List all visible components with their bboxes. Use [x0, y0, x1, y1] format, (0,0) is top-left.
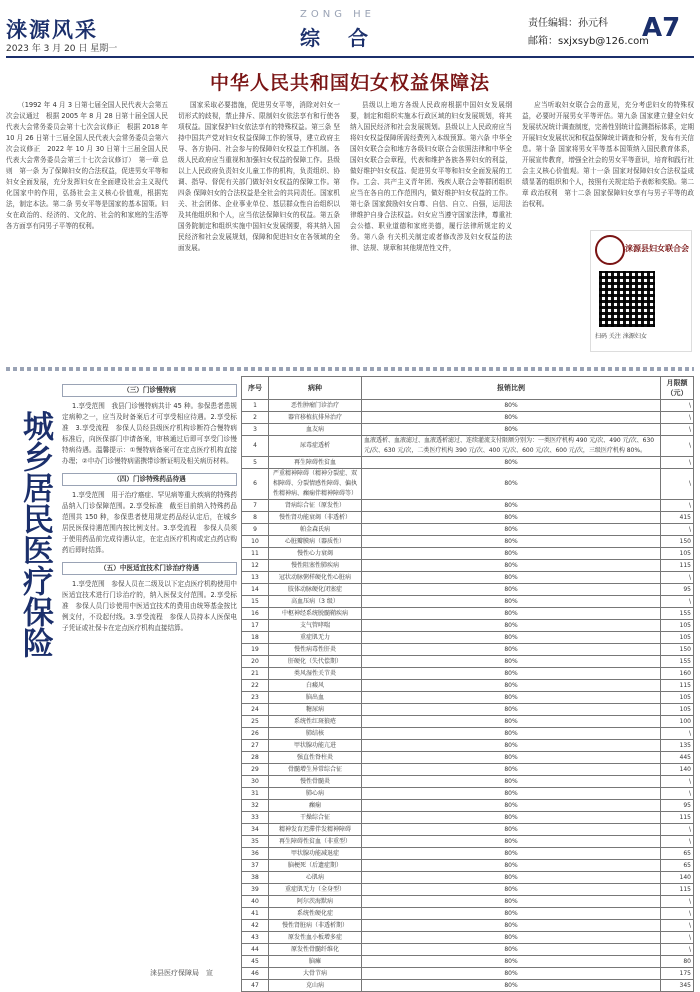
monthly-limit: 150: [661, 536, 694, 548]
table-row: [242, 400, 694, 412]
monthly-limit: 105: [661, 548, 694, 560]
table-row: [242, 424, 694, 436]
reimbursement-ratio: 80%: [362, 620, 661, 632]
disease-name: 类风湿性关节炎: [269, 668, 362, 680]
row-number: 26: [242, 728, 269, 740]
table-row: [242, 800, 694, 812]
row-number: 11: [242, 548, 269, 560]
row-number: 19: [242, 644, 269, 656]
section-text: 1.享受范围 用于治疗癌症、罕见病等重大疾病的特殊药品纳入门诊保障范围。2.享受标准 截至目前纳入特殊药品范围共 150 种，参保患者使用规定药品经认定后，在城乡居民医保待遇范围内按比例支付。3.享受流程 参保人员须于使用药品前完成待遇认定，在定点医疗机构或定点药店购药后即时结算。: [62, 491, 237, 554]
row-number: 4: [242, 436, 269, 457]
reimbursement-ratio: 80%: [362, 944, 661, 956]
section-text: 1.享受范围 我县门诊慢特病共计 45 种。参保患者患规定病种之一，应当及时备案后才可享受相应待遇。2.享受标准 3.享受流程 参保人员经县级医疗机构诊断符合慢特病标准后，向医保部门申请备案，审核通过后即可享受门诊慢特病待遇。温馨提示：①慢特病备案可在定点医疗机构直接办理；②申办门诊慢特病需携带诊断证明及相关病历材料。: [62, 402, 237, 465]
row-number: 27: [242, 740, 269, 752]
editor-email: 邮箱：sxjxsyb@126.com: [528, 36, 649, 47]
monthly-limit: \: [661, 932, 694, 944]
section-english: ZONG HE: [300, 9, 375, 20]
row-number: 41: [242, 908, 269, 920]
disease-name: 糖尿病: [269, 704, 362, 716]
row-number: 31: [242, 788, 269, 800]
disease-name: 原发性骨髓纤维化: [269, 944, 362, 956]
reimbursement-ratio: 80%: [362, 872, 661, 884]
monthly-limit: 105: [661, 692, 694, 704]
disease-name: 强直性脊柱炎: [269, 752, 362, 764]
table-row: [242, 560, 694, 572]
qr-caption: 扫码 关注 涞源妇女: [595, 333, 647, 340]
page-header: [0, 0, 700, 60]
row-number: 24: [242, 704, 269, 716]
row-number: 22: [242, 680, 269, 692]
disease-name: 严重精神障碍（精神分裂症、双相障碍、分裂情感性障碍、偏执性精神病、癫痫伴精神障碍等）: [269, 469, 362, 500]
monthly-limit: 415: [661, 512, 694, 524]
row-number: 14: [242, 584, 269, 596]
disease-name: 再生障碍性贫血: [269, 457, 362, 469]
reimbursement-ratio: 80%: [362, 788, 661, 800]
monthly-limit: \: [661, 412, 694, 424]
disease-name: 再生障碍性贫血（非重型）: [269, 836, 362, 848]
insurance-text-column: [62, 378, 237, 968]
disease-name: 肺心病: [269, 788, 362, 800]
disease-name: 肢体动脉硬化闭塞症: [269, 584, 362, 596]
reimbursement-ratio: 80%: [362, 584, 661, 596]
disease-name: 克山病: [269, 980, 362, 992]
table-row: [242, 968, 694, 980]
monthly-limit: \: [661, 572, 694, 584]
table-row: [242, 584, 694, 596]
disease-name: 癫痫: [269, 800, 362, 812]
table-row: [242, 656, 694, 668]
table-row: [242, 728, 694, 740]
row-number: 15: [242, 596, 269, 608]
header-divider: [6, 56, 694, 58]
table-row: [242, 412, 694, 424]
disease-name: 高血压病（3 级）: [269, 596, 362, 608]
reimbursement-ratio: 80%: [362, 668, 661, 680]
reimbursement-ratio: 80%: [362, 776, 661, 788]
table-row: [242, 764, 694, 776]
table-row: [242, 608, 694, 620]
disease-name: 大骨节病: [269, 968, 362, 980]
row-number: 34: [242, 824, 269, 836]
monthly-limit: 155: [661, 608, 694, 620]
disease-name: 系统性红斑狼疮: [269, 716, 362, 728]
monthly-limit: \: [661, 436, 694, 457]
reimbursement-ratio: 80%: [362, 596, 661, 608]
reimbursement-ratio: 血液透析、血液滤过、血液透析滤过、连续灌流支付限额分别为：一类医疗机构 490 元/次、490 元/次、630 元/次、630 元/次，二类医疗机构 390 元/次、400 元/次、600 元/次、600 元/次，三级医疗机构 80%。: [362, 436, 661, 457]
monthly-limit: 155: [661, 656, 694, 668]
section-heading: （三）门诊慢特病: [62, 384, 237, 397]
monthly-limit: \: [661, 824, 694, 836]
table-row: [242, 596, 694, 608]
disease-name: 干燥综合征: [269, 812, 362, 824]
womens-federation-badge: [590, 230, 692, 352]
reimbursement-ratio: 80%: [362, 860, 661, 872]
reimbursement-ratio: 80%: [362, 896, 661, 908]
monthly-limit: \: [661, 896, 694, 908]
row-number: 44: [242, 944, 269, 956]
table-row: [242, 896, 694, 908]
table-row: [242, 620, 694, 632]
monthly-limit: \: [661, 469, 694, 500]
qr-code-icon[interactable]: [599, 271, 655, 327]
reimbursement-ratio: 80%: [362, 560, 661, 572]
reimbursement-ratio: 80%: [362, 908, 661, 920]
monthly-limit: 115: [661, 560, 694, 572]
table-row: [242, 980, 694, 992]
disease-name: 慢性阻塞性肺疾病: [269, 560, 362, 572]
reimbursement-ratio: 80%: [362, 400, 661, 412]
table-row: [242, 884, 694, 896]
disease-name: 原发性血小板增多症: [269, 932, 362, 944]
row-number: 12: [242, 560, 269, 572]
reimbursement-ratio: 80%: [362, 884, 661, 896]
row-number: 45: [242, 956, 269, 968]
disease-name: 慢性肾脏病（非透析期）: [269, 920, 362, 932]
row-number: 32: [242, 800, 269, 812]
reimbursement-ratio: 80%: [362, 424, 661, 436]
table-row: [242, 524, 694, 536]
reimbursement-ratio: 80%: [362, 824, 661, 836]
article-column-2: 国家采取必要措施，促进男女平等，消除对妇女一切形式的歧视，禁止排斥、限制妇女依法享有和行使各项权益。国家保护妇女依法享有的特殊权益。第三条 坚持中国共产党对妇女权益保障工作的领导，建立政府主导、各方协同、社会参与的保障妇女权益工作机制。各级人民政府应当重视和加强妇女权益的保障工作。县级以上人民政府负责妇女儿童工作的机构，负责组织、协调、指导、督促有关部门做好妇女权益的保障工作。第四条 保障妇女的合法权益是全社会的共同责任。国家机关、社会团体、企业事业单位、基层群众性自治组织以及其他组织和个人，应当依法保障妇女的权益。第五条 国务院制定和组织实施中国妇女发展纲要，将其纳入国民经济和社会发展规划，保障和促进妇女在各领域的全面发展。: [178, 101, 340, 252]
reimbursement-ratio: 80%: [362, 632, 661, 644]
monthly-limit: \: [661, 788, 694, 800]
reimbursement-ratio: 80%: [362, 848, 661, 860]
column-header: 序号: [242, 377, 269, 400]
section-divider: [6, 367, 694, 371]
article-column-1: （1992 年 4 月 3 日第七届全国人民代表大会第五次会议通过 根据 2005 年 8 月 28 日第十届全国人民代表大会常务委员会第十七次会议修正 根据 2018 年 10 月 26 日第十三届全国人民代表大会常务委员会第六次会议修正 2022 年 10 月 30 日第十三届全国人民代表大会常务委员会第三十七次会议修订） 第一章 总则 第一条 为了保障妇女的合法权益，促进男女平等和妇女全面发展，充分发挥妇女在全面建设社会主义现代化国家中的作用，弘扬社会主义核心价值观，根据宪法，制定本法。第二条 男女平等是国家的基本国策。妇女在政治的、经济的、文化的、社会的和家庭的生活等各方面享有同男子平等的权利。: [6, 101, 168, 230]
disease-name: 心脏瓣膜病（器质性）: [269, 536, 362, 548]
footer-credit: 涞县医疗保障局 宣: [150, 969, 213, 977]
monthly-limit: 345: [661, 980, 694, 992]
monthly-limit: \: [661, 836, 694, 848]
table-row: [242, 932, 694, 944]
row-number: 2: [242, 412, 269, 424]
disease-name: 系统性硬化症: [269, 908, 362, 920]
reimbursement-ratio: 80%: [362, 980, 661, 992]
reimbursement-ratio: 80%: [362, 680, 661, 692]
disease-name: 血友病: [269, 424, 362, 436]
table-row: [242, 512, 694, 524]
section-title: 综合: [300, 26, 396, 50]
reimbursement-ratio: 80%: [362, 412, 661, 424]
reimbursement-ratio: 80%: [362, 968, 661, 980]
row-number: 8: [242, 512, 269, 524]
monthly-limit: 95: [661, 800, 694, 812]
reimbursement-ratio: 80%: [362, 524, 661, 536]
reimbursement-ratio: 80%: [362, 469, 661, 500]
monthly-limit: 160: [661, 668, 694, 680]
disease-name: 脑梗死（后遗症期）: [269, 860, 362, 872]
table-row: [242, 457, 694, 469]
table-row: [242, 436, 694, 457]
row-number: 16: [242, 608, 269, 620]
table-row: [242, 956, 694, 968]
row-number: 47: [242, 980, 269, 992]
disease-name: 心肌病: [269, 872, 362, 884]
law-title: 中华人民共和国妇女权益保障法: [209, 72, 490, 94]
disease-name: 恶性肿瘤门诊治疗: [269, 400, 362, 412]
disease-name: 重症肌无力（全身型）: [269, 884, 362, 896]
table-row: [242, 752, 694, 764]
monthly-limit: 175: [661, 968, 694, 980]
reimbursement-ratio: 80%: [362, 572, 661, 584]
table-row: [242, 788, 694, 800]
monthly-limit: 140: [661, 764, 694, 776]
monthly-limit: 115: [661, 884, 694, 896]
row-number: 13: [242, 572, 269, 584]
monthly-limit: \: [661, 944, 694, 956]
monthly-limit: 65: [661, 860, 694, 872]
disease-name: 慢性心力衰竭: [269, 548, 362, 560]
row-number: 43: [242, 932, 269, 944]
disease-name: 慢性骨髓炎: [269, 776, 362, 788]
disease-name: 重症肌无力: [269, 632, 362, 644]
table-row: [242, 632, 694, 644]
article-column-3: 县级以上地方各级人民政府根据中国妇女发展纲要，制定和组织实施本行政区域的妇女发展规划，将其纳入国民经济和社会发展规划。县级以上人民政府应当将妇女权益保障所需经费列入本级预算。第六条 中华全国妇女联合会和地方各级妇女联合会依照法律和中华全国妇女联合会章程，代表和维护各族各界妇女的利益，做好维护妇女权益、促进男女平等和妇女全面发展的工作。工会、共产主义青年团、残疾人联合会等群团组织应当在各自的工作范围内，做好维护妇女权益的工作。第七条 国家鼓励妇女自尊、自信、自立、自强，运用法律维护自身合法权益。妇女应当遵守国家法律，尊重社会公德、职业道德和家庭美德，履行法律所规定的义务。第八条 有关机关制定或者修改涉及妇女权益的法律、法规、规章和其他规范性文件，: [350, 101, 512, 252]
reimbursement-ratio: 80%: [362, 764, 661, 776]
row-number: 20: [242, 656, 269, 668]
table-row: [242, 860, 694, 872]
reimbursement-ratio: 80%: [362, 728, 661, 740]
monthly-limit: 95: [661, 584, 694, 596]
monthly-limit: \: [661, 776, 694, 788]
disease-name: 肝硬化（失代偿期）: [269, 656, 362, 668]
newspaper-brand: 涞源风采: [6, 17, 98, 42]
row-number: 6: [242, 469, 269, 500]
issue-date: 2023 年 3 月 20 日 星期一: [6, 44, 118, 54]
reimbursement-ratio: 80%: [362, 752, 661, 764]
monthly-limit: \: [661, 728, 694, 740]
row-number: 40: [242, 896, 269, 908]
row-number: 37: [242, 860, 269, 872]
row-number: 36: [242, 848, 269, 860]
reimbursement-ratio: 80%: [362, 608, 661, 620]
monthly-limit: \: [661, 500, 694, 512]
disease-name: 阿尔茨海默病: [269, 896, 362, 908]
row-number: 46: [242, 968, 269, 980]
reimbursement-ratio: 80%: [362, 512, 661, 524]
table-row: [242, 920, 694, 932]
disease-name: 甲状腺功能亢进: [269, 740, 362, 752]
disease-name: 慢性病毒性肝炎: [269, 644, 362, 656]
disease-name: 骨髓增生异常综合征: [269, 764, 362, 776]
row-number: 9: [242, 524, 269, 536]
monthly-limit: \: [661, 920, 694, 932]
reimbursement-ratio: 80%: [362, 956, 661, 968]
table-row: [242, 469, 694, 500]
monthly-limit: 140: [661, 872, 694, 884]
monthly-limit: \: [661, 596, 694, 608]
monthly-limit: 445: [661, 752, 694, 764]
insurance-side-title: 城乡居民医疗保险: [17, 410, 53, 658]
table-row: [242, 680, 694, 692]
reimbursement-ratio: 80%: [362, 457, 661, 469]
row-number: 7: [242, 500, 269, 512]
column-header: 月限额（元）: [661, 377, 694, 400]
row-number: 42: [242, 920, 269, 932]
disease-name: 精神发育迟滞伴发精神障碍: [269, 824, 362, 836]
table-row: [242, 716, 694, 728]
table-row: [242, 824, 694, 836]
reimbursement-ratio: 80%: [362, 692, 661, 704]
table-row: [242, 500, 694, 512]
column-header: 报销比例: [362, 377, 661, 400]
row-number: 39: [242, 884, 269, 896]
table-row: [242, 908, 694, 920]
disease-name: 慢性肾功能衰竭（非透析）: [269, 512, 362, 524]
monthly-limit: 105: [661, 704, 694, 716]
monthly-limit: 150: [661, 644, 694, 656]
row-number: 5: [242, 457, 269, 469]
row-number: 30: [242, 776, 269, 788]
disease-name: 冠状动脉粥样硬化性心脏病: [269, 572, 362, 584]
row-number: 17: [242, 620, 269, 632]
monthly-limit: 80: [661, 956, 694, 968]
disease-name: 支气管哮喘: [269, 620, 362, 632]
row-number: 1: [242, 400, 269, 412]
reimbursement-ratio: 80%: [362, 548, 661, 560]
reimbursement-ratio: 80%: [362, 836, 661, 848]
row-number: 38: [242, 872, 269, 884]
row-number: 25: [242, 716, 269, 728]
monthly-limit: \: [661, 400, 694, 412]
chronic-disease-table: [241, 376, 694, 992]
reimbursement-ratio: 80%: [362, 536, 661, 548]
row-number: 18: [242, 632, 269, 644]
disease-name: 帕金森氏病: [269, 524, 362, 536]
page-number: A7: [642, 13, 681, 43]
reimbursement-ratio: 80%: [362, 704, 661, 716]
table-row: [242, 704, 694, 716]
reimbursement-ratio: 80%: [362, 800, 661, 812]
table-row: [242, 740, 694, 752]
monthly-limit: 115: [661, 812, 694, 824]
row-number: 29: [242, 764, 269, 776]
monthly-limit: 135: [661, 740, 694, 752]
reimbursement-ratio: 80%: [362, 644, 661, 656]
federation-name: 涞源县妇女联合会: [625, 244, 689, 253]
monthly-limit: \: [661, 524, 694, 536]
monthly-limit: 65: [661, 848, 694, 860]
table-row: [242, 536, 694, 548]
reimbursement-ratio: 80%: [362, 812, 661, 824]
table-row: [242, 836, 694, 848]
table-row: [242, 692, 694, 704]
row-number: 23: [242, 692, 269, 704]
monthly-limit: 115: [661, 680, 694, 692]
table-row: [242, 548, 694, 560]
section-heading: （四）门诊特殊药品待遇: [62, 473, 237, 486]
reimbursement-ratio: 80%: [362, 716, 661, 728]
table-row: [242, 572, 694, 584]
disease-name: 肾病综合征（原发性）: [269, 500, 362, 512]
row-number: 35: [242, 836, 269, 848]
disease-name: 尿毒症透析: [269, 436, 362, 457]
table-row: [242, 776, 694, 788]
disease-name: 脑出血: [269, 692, 362, 704]
table-row: [242, 668, 694, 680]
disease-name: 脑瘫: [269, 956, 362, 968]
table-row: [242, 944, 694, 956]
monthly-limit: \: [661, 908, 694, 920]
reimbursement-ratio: 80%: [362, 656, 661, 668]
row-number: 10: [242, 536, 269, 548]
monthly-limit: 105: [661, 620, 694, 632]
row-number: 3: [242, 424, 269, 436]
section-heading: （五）中医适宜技术门诊治疗待遇: [62, 562, 237, 575]
disease-name: 白癜风: [269, 680, 362, 692]
disease-name: 甲状腺功能减退症: [269, 848, 362, 860]
row-number: 28: [242, 752, 269, 764]
section-text: 1.享受范围 参保人员在二级及以下定点医疗机构使用中医适宜技术进行门诊治疗的，纳入医保支付范围。2.享受标准 参保人员门诊使用中医适宜技术的费用由统筹基金按比例支付，不设起付线。3.享受流程 参保人员持本人医保电子凭证或社保卡在定点医疗机构直接结算。: [62, 580, 237, 632]
row-number: 33: [242, 812, 269, 824]
monthly-limit: \: [661, 457, 694, 469]
monthly-limit: 105: [661, 632, 694, 644]
row-number: 21: [242, 668, 269, 680]
table-row: [242, 812, 694, 824]
disease-name: 中枢神经系统脱髓鞘疾病: [269, 608, 362, 620]
table-row: [242, 644, 694, 656]
article-column-4: 应当听取妇女联合会的意见，充分考虑妇女的特殊权益，必要时开展男女平等评估。第九条 国家建立健全妇女发展状况统计调查制度，完善性别统计监测指标体系，定期开展妇女发展状况和权益保障统计调查和分析，发布有关信息。第十条 国家将男女平等基本国策纳入国民教育体系，开展宣传教育，增强全社会的男女平等意识，培育和践行社会主义核心价值观。第十一条 国家对保障妇女合法权益成绩显著的组织和个人，按照有关规定给予表彰和奖励。第二章 政治权利 第十二条 国家保障妇女享有与男子平等的政治权利。: [522, 101, 694, 208]
table-row: [242, 848, 694, 860]
reimbursement-ratio: 80%: [362, 500, 661, 512]
disease-name: 器官移植抗排异治疗: [269, 412, 362, 424]
disease-name: 肺结核: [269, 728, 362, 740]
reimbursement-ratio: 80%: [362, 920, 661, 932]
federation-logo-icon: [595, 235, 625, 265]
column-header: 病种: [269, 377, 362, 400]
table-row: [242, 872, 694, 884]
table-header-row: [242, 377, 694, 400]
editor-credit: 责任编辑：孙元科: [528, 18, 608, 29]
monthly-limit: 100: [661, 716, 694, 728]
reimbursement-ratio: 80%: [362, 740, 661, 752]
monthly-limit: \: [661, 424, 694, 436]
reimbursement-ratio: 80%: [362, 932, 661, 944]
